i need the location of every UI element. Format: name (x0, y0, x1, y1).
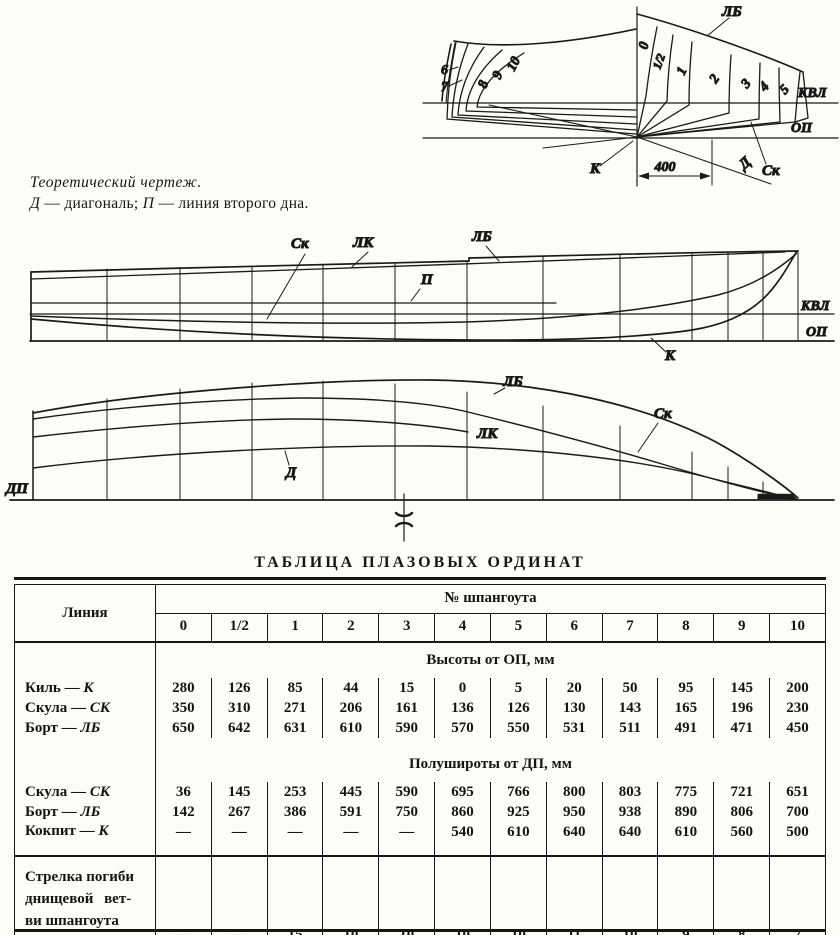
station-4-label: 4 (756, 79, 773, 95)
station-6-label: 6 (441, 63, 448, 78)
lb-label: ЛБ (503, 374, 523, 390)
value-cell: 196 (714, 698, 770, 718)
value-cell (435, 856, 491, 935)
value-cell: 85 (267, 678, 323, 698)
value-cell: 350 (172, 699, 195, 716)
value-cell: 445 (323, 782, 379, 802)
caption-mid-text: — диагональ; (40, 195, 143, 212)
value-cell: — (175, 823, 191, 840)
value-cell: 570 (435, 718, 491, 738)
value-cell: — (379, 822, 435, 856)
value-cell: 50 (602, 678, 658, 698)
value-cell: 560 (714, 822, 770, 856)
table-row (15, 698, 826, 718)
value-cell: — (323, 822, 379, 856)
station-0-label: 0 (636, 40, 653, 52)
chine-label: Ск (654, 406, 672, 422)
value-cell: 650 (172, 719, 195, 736)
station-8-label: 8 (475, 78, 493, 91)
arrow-right-icon (700, 173, 711, 180)
top-rule (14, 577, 826, 580)
value-cell: 44 (323, 678, 379, 698)
value-cell: 165 (658, 698, 714, 718)
value-cell (267, 856, 323, 935)
frame-number-header: № шпангоута (156, 585, 826, 614)
value-cell: 126 (490, 698, 546, 718)
section-heading-row (15, 738, 826, 782)
value-cell: 230 (770, 698, 826, 718)
value-cell: — (211, 822, 267, 856)
chine-line (31, 254, 796, 323)
cockpit-halfbreadth (33, 419, 468, 437)
value-cell (546, 856, 602, 935)
value-cell: 950 (546, 802, 602, 822)
diagonal-label: Д (286, 465, 297, 481)
station-header-cell: 2 (323, 614, 379, 643)
station-5-label: 5 (777, 82, 793, 98)
table-row (15, 718, 826, 738)
lb-label: ЛБ (722, 4, 742, 20)
value-cell: 806 (714, 802, 770, 822)
op-label: ОП (806, 325, 827, 340)
station-header-cell: 1 (267, 614, 323, 643)
value-cell: 5 (490, 678, 546, 698)
value-cell: 143 (602, 698, 658, 718)
value-cell: 142 (172, 803, 195, 820)
caption-p-code: П (142, 195, 155, 212)
station-header-cell: 10 (770, 614, 826, 643)
dp-label: ДП (6, 481, 28, 497)
keel-label: К (665, 348, 676, 364)
value-cell: 640 (602, 822, 658, 856)
kvl-label: КВЛ (798, 86, 827, 101)
value-cell: 591 (323, 802, 379, 822)
value-cell: 20 (546, 678, 602, 698)
dim-400-label: 400 (654, 160, 676, 175)
p-label: П (421, 272, 433, 288)
value-cell: 590 (379, 718, 435, 738)
value-cell: 130 (546, 698, 602, 718)
value-cell (323, 856, 379, 935)
value-cell: 136 (435, 698, 491, 718)
table-row (15, 678, 826, 698)
station-3-label: 3 (738, 76, 755, 92)
station-2-label: 2 (706, 72, 724, 87)
lk-label: ЛК (477, 426, 498, 442)
value-cell: 631 (267, 718, 323, 738)
section-heading: Полушироты от ДП, мм (408, 756, 572, 772)
value-cell: 310 (211, 698, 267, 718)
table-row (15, 802, 826, 822)
figure-caption (30, 172, 309, 214)
profile-drawing (30, 229, 834, 364)
station-header-cell: 4 (435, 614, 491, 643)
row-label: Кокпит — К (15, 822, 156, 856)
station-1-label: 1 (674, 64, 691, 78)
value-cell: 860 (435, 802, 491, 822)
bottom-rule (14, 929, 826, 932)
cockpit-line (31, 252, 785, 279)
value-cell: 925 (490, 802, 546, 822)
value-cell: 803 (602, 782, 658, 802)
half-breadth-drawing (4, 374, 834, 541)
row-label: Скула — СК (15, 698, 156, 718)
value-cell: 531 (546, 718, 602, 738)
station-header-cell: 7 (602, 614, 658, 643)
value-cell (211, 856, 267, 935)
sheer-halfbreadth (33, 380, 798, 498)
station-header-cell: 9 (714, 614, 770, 643)
row-label: Борт — ЛБ (15, 718, 156, 738)
value-cell: 200 (770, 678, 826, 698)
value-cell: 15 (379, 678, 435, 698)
caption-tail-text: — линия второго дна. (154, 195, 309, 212)
caption-line1: Теоретический чертеж. (30, 174, 202, 191)
empty-label-cell (15, 642, 156, 678)
table-row (15, 782, 826, 802)
value-cell: 540 (435, 822, 491, 856)
kvl-label: КВЛ (801, 299, 830, 314)
value-cell (602, 856, 658, 935)
station-header-cell: 5 (490, 614, 546, 643)
value-cell: 386 (267, 802, 323, 822)
value-cell: 267 (211, 802, 267, 822)
station-header-cell: 6 (546, 614, 602, 643)
value-cell: 95 (658, 678, 714, 698)
value-cell (658, 856, 714, 935)
row-label: Борт — ЛБ (15, 802, 156, 822)
value-cell: 161 (379, 698, 435, 718)
value-cell: 500 (770, 822, 826, 856)
chine-label: Ск (762, 163, 780, 179)
station-05-label: 1/2 (649, 51, 669, 72)
value-cell: 253 (267, 782, 323, 802)
keel-line (31, 251, 797, 340)
ordinates-table (14, 584, 826, 935)
value-cell (379, 856, 435, 935)
table-row (15, 856, 826, 935)
chine-label: Ск (291, 236, 309, 252)
body-plan-drawing (423, 4, 838, 186)
station-header-cell: 1/2 (211, 614, 267, 643)
value-cell: 0 (435, 678, 491, 698)
section-heading-row (15, 642, 826, 678)
value-cell: 280 (172, 679, 195, 696)
line-column-header: Линия (15, 585, 156, 643)
station-9-label: 9 (489, 69, 507, 82)
station-7-label: 7 (441, 80, 448, 95)
row-label: Стрелка погиби днищевой вет- ви шпангоута (15, 856, 156, 935)
value-cell: 36 (175, 783, 191, 800)
row-label: Киль — К (15, 678, 156, 698)
value-cell (490, 856, 546, 935)
value-cell: 640 (546, 822, 602, 856)
value-cell: 890 (658, 802, 714, 822)
value-cell: 800 (546, 782, 602, 802)
value-cell: 651 (770, 782, 826, 802)
caption-d-code: Д (30, 195, 41, 212)
table-row (15, 822, 826, 856)
value-cell: 766 (490, 782, 546, 802)
value-cell: 610 (490, 822, 546, 856)
station-10-label: 10 (504, 54, 525, 74)
table-title: ТАБЛИЦА ПЛАЗОВЫХ ОРДИНАТ (254, 554, 586, 571)
value-cell: 750 (379, 802, 435, 822)
value-cell: 450 (770, 718, 826, 738)
diagonal-halfbreadth (33, 446, 791, 499)
value-cell: 206 (323, 698, 379, 718)
value-cell: 126 (211, 678, 267, 698)
value-cell: 511 (602, 718, 658, 738)
value-cell: 145 (211, 782, 267, 802)
value-cell: 700 (770, 802, 826, 822)
empty-label-cell (15, 738, 156, 782)
lb-label: ЛБ (472, 229, 492, 245)
value-cell: 610 (658, 822, 714, 856)
value-cell (156, 856, 212, 935)
stem-pad (758, 494, 797, 499)
value-cell: 491 (658, 718, 714, 738)
diagonal-label: Д (735, 154, 755, 173)
arrow-left-icon (638, 173, 649, 180)
sheer-line (31, 251, 798, 272)
keel-label: К (590, 161, 601, 177)
value-cell: 775 (658, 782, 714, 802)
station-header-cell: 3 (379, 614, 435, 643)
chine-halfbreadth (33, 398, 795, 499)
value-cell: 721 (714, 782, 770, 802)
station-header-cell: 0 (179, 618, 188, 634)
value-cell (714, 856, 770, 935)
value-cell: 145 (714, 678, 770, 698)
op-label: ОП (791, 121, 812, 136)
value-cell: 550 (490, 718, 546, 738)
station-header-cell: 8 (658, 614, 714, 643)
value-cell: 471 (714, 718, 770, 738)
value-cell: — (267, 822, 323, 856)
value-cell (770, 856, 826, 935)
value-cell: 610 (323, 718, 379, 738)
section-heading: Высоты от ОП, мм (426, 652, 555, 668)
row-label: Скула — СК (15, 782, 156, 802)
value-cell: 938 (602, 802, 658, 822)
value-cell: 590 (379, 782, 435, 802)
lk-label: ЛК (353, 235, 374, 251)
caption-line2 (30, 193, 309, 214)
value-cell: 271 (267, 698, 323, 718)
value-cell: 695 (435, 782, 491, 802)
value-cell: 642 (211, 718, 267, 738)
